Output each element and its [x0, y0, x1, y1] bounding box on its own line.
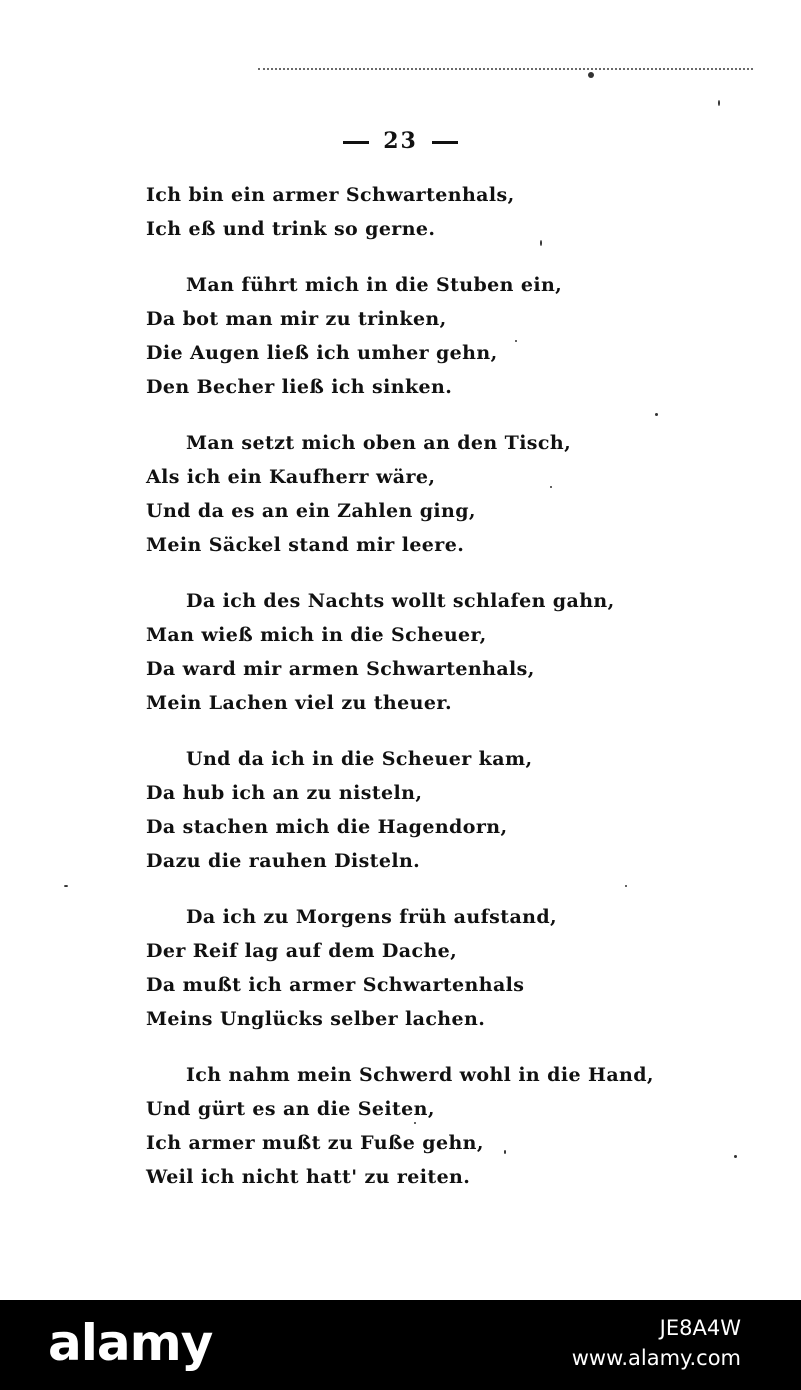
scan-speck — [504, 1150, 506, 1154]
stanza — [146, 426, 606, 562]
alamy-logo: alamy — [48, 1314, 213, 1372]
header-dash-right — [432, 141, 458, 144]
poem-line: Man wieß mich in die Scheuer, — [146, 624, 487, 646]
poem-line: Dazu die rauhen Disteln. — [146, 850, 421, 872]
poem-line: Ich eß und trink so gerne. — [146, 218, 436, 240]
poem-line: Mein Säckel stand mir leere. — [146, 534, 465, 556]
poem-line: Meins Unglücks selber lachen. — [146, 1008, 486, 1030]
poem-line: Und da ich in die Scheuer kam, — [186, 748, 533, 770]
page-number: 23 — [383, 128, 418, 154]
poem-line: Der Reif lag auf dem Dache, — [146, 940, 458, 962]
scan-speck — [718, 100, 720, 106]
poem-line: Da ich des Nachts wollt schlafen gahn, — [186, 590, 615, 612]
site-url: www.alamy.com — [571, 1346, 741, 1370]
stanza — [146, 742, 606, 878]
watermark-banner — [0, 1300, 801, 1390]
page-header — [0, 128, 801, 154]
poem-line: Und da es an ein Zahlen ging, — [146, 500, 476, 522]
poem-line: Die Augen ließ ich umher gehn, — [146, 342, 498, 364]
scan-speck — [588, 72, 594, 78]
poem-line: Mein Lachen viel zu theuer. — [146, 692, 452, 714]
poem-line: Ich bin ein armer Schwartenhals, — [146, 184, 515, 206]
stanza — [146, 178, 606, 246]
scan-speck — [655, 413, 658, 416]
scan-speck — [625, 885, 627, 887]
poem-line: Da ward mir armen Schwartenhals, — [146, 658, 535, 680]
scan-speck — [515, 340, 517, 342]
scan-speck — [550, 486, 552, 488]
poem-line: Da stachen mich die Hagendorn, — [146, 816, 508, 838]
poem-line: Da mußt ich armer Schwartenhals — [146, 974, 525, 996]
top-rule — [258, 68, 753, 70]
poem-line: Da bot man mir zu trinken, — [146, 308, 447, 330]
poem-line: Da hub ich an zu nisteln, — [146, 782, 423, 804]
stanza — [146, 900, 606, 1036]
poem-line: Man führt mich in die Stuben ein, — [186, 274, 563, 296]
scan-speck — [64, 885, 68, 887]
scan-speck — [734, 1155, 737, 1158]
poem-line: Weil ich nicht hatt' zu reiten. — [146, 1166, 471, 1188]
poem — [146, 178, 654, 1216]
image-id: JE8A4W — [659, 1316, 741, 1340]
header-dash-left — [343, 141, 369, 144]
poem-line: Den Becher ließ ich sinken. — [146, 376, 453, 398]
poem-line: Und gürt es an die Seiten, — [146, 1098, 435, 1120]
stanza — [146, 268, 606, 404]
scan-speck — [414, 1122, 416, 1124]
poem-line: Ich nahm mein Schwerd wohl in die Hand, — [186, 1064, 654, 1086]
poem-line: Man setzt mich oben an den Tisch, — [186, 432, 572, 454]
stanza — [146, 584, 615, 720]
poem-line: Da ich zu Morgens früh aufstand, — [186, 906, 558, 928]
stanza — [146, 1058, 654, 1194]
poem-line: Als ich ein Kaufherr wäre, — [146, 466, 436, 488]
poem-line: Ich armer mußt zu Fuße gehn, — [146, 1132, 484, 1154]
scan-speck — [540, 240, 542, 246]
